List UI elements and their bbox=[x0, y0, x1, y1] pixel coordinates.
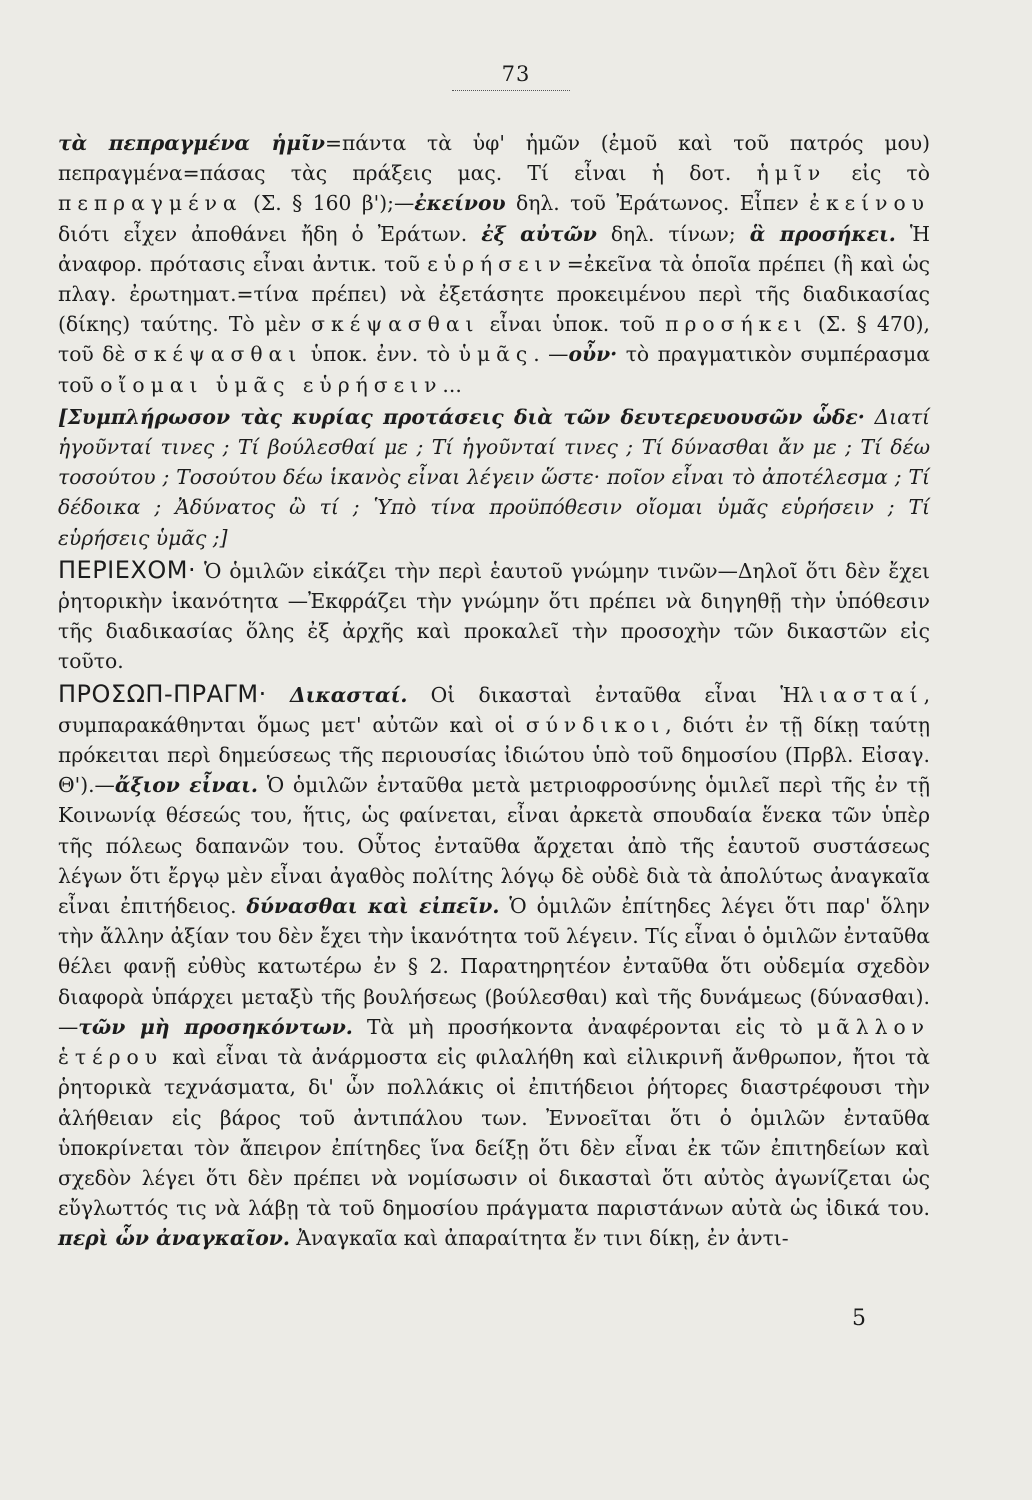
lemma-phrase: ἃ προσήκει. bbox=[749, 221, 896, 246]
text-run: Οἱ δικασταὶ ἐνταῦθα εἶναι Ἡ bbox=[407, 682, 801, 707]
text-run bbox=[267, 683, 290, 707]
text-run: , διότι ἐν τῇ δίκῃ ταύτῃ πρόκειται περὶ δημεύσεως τῆς περιουσίας ἰδιώτου ὑπὸ τοῦ δημοσίου (Πρβλ. Εἰσαγ. Θ').— bbox=[58, 712, 930, 798]
text-run: Ἡ ἀναφορ. πρότασις εἶναι ἀντικ. τοῦ bbox=[58, 221, 930, 276]
printer-signature-mark: 5 bbox=[852, 1306, 866, 1331]
text-run: Ὁ ὁμιλῶν εἰκάζει τὴν περὶ ἑαυτοῦ γνώμην τινῶν—Δηλοῖ ὅτι δὲν ἔχει ῥητορικὴν ἱκανότητα —Ἐκφράζει τὴν γνώμην ὅτι πρέπει νὰ διηγηθῇ τὴν ὑπόθεσιν τῆς διαδικασίας ὅλης ἐξ ἀρχῆς καὶ προκαλεῖ τὴν προσοχὴν τῶν δικαστῶν εἰς τοῦτο. bbox=[58, 558, 930, 674]
lemma-phrase: [Συμπλήρωσον τὰς κυρίας προτάσεις διὰ τῶν δευτερευουσῶν ὧδε· bbox=[58, 404, 865, 429]
spaced-emphasis: μᾶλλον ἑτέρου bbox=[58, 1014, 930, 1070]
lemma-phrase: Δικασταί. bbox=[290, 682, 408, 707]
text-run: (Σ. § 470), τοῦ δὲ bbox=[58, 312, 930, 367]
lemma-phrase: περὶ ὧν ἀναγκαῖον. bbox=[58, 1226, 290, 1251]
section-heading: ΠΡΟΣΩΠ-ΠΡΑΓΜ· bbox=[58, 679, 267, 708]
spaced-emphasis: προσήκει bbox=[665, 312, 808, 337]
text-run: ὑποκ. ἐνν. τὸ bbox=[302, 342, 459, 367]
text-run: . — bbox=[533, 342, 569, 367]
text-run: δηλ. τοῦ Ἐράτωνος. Εἶπεν bbox=[505, 191, 810, 216]
spaced-emphasis: σκέψασθαι bbox=[133, 342, 303, 367]
text-run: καὶ εἶναι τὰ ἀνάρμοστα εἰς φιλαλήθη καὶ εἰλικρινῆ ἄνθρωπον, ἤτοι τὰ ῥητορικὰ τεχνάσματα, δι' ὧν πολλάκις οἱ ἐπιτήδειοι ῥήτορες διαστρέφουσι τὴν ἀλήθειαν εἰς βάρος τοῦ ἀντιπάλου των. Ἐννοεῖται ὅτι ὁ ὁμιλῶν ἐνταῦθα ὑποκρίνεται τὸν ἄπειρον ἐπίτηδες ἵνα δείξῃ ὅτι δὲν εἶναι ἐκ τῶν ἐπιτηδείων καὶ σχεδὸν λέγει ὅτι δὲν πρέπει νὰ νομίσωσιν οἱ δικασταὶ ὅτι αὐτὸς ἀγωνίζεται ὡς εὔγλωττός τις νὰ λάβῃ τὰ τοῦ δημοσίου πράγματα παριστάνων αὐτὰ ὡς ἰδικά του. bbox=[58, 1045, 930, 1221]
text-run: Ὁ ὁμιλῶν ἐνταῦθα μετὰ μετριοφροσύνης ὁμιλεῖ περὶ τῆς ἐν τῇ Κοινωνίᾳ θέσεώς του, ἥτις, ὡς φαίνεται, εἶναι ἀρκετὰ σπουδαία ἕνεκα τῶν ὑπὲρ τῆς πόλεως δαπανῶν του. Οὗτος ἐνταῦθα ἄρχεται ἀπὸ τῆς ἑαυτοῦ συστάσεως λέγων ὅτι ἔργῳ μὲν εἶναι ἀγαθὸς πολίτης λόγῳ δὲ οὐδὲ διὰ τὰ ἀπολύτως ἀναγκαῖα εἶναι ἐπιτήδειος. bbox=[58, 773, 931, 919]
lemma-phrase: ἐκείνου bbox=[414, 191, 506, 216]
commentary-body bbox=[58, 128, 930, 1254]
text-run: , συμπαρακάθηνται ὅμως μετ' αὐτῶν καὶ οἱ bbox=[58, 682, 931, 737]
header-divider bbox=[452, 90, 570, 91]
paragraph bbox=[58, 679, 930, 1254]
page-number: 73 bbox=[501, 62, 531, 86]
text-run: ... bbox=[442, 372, 462, 397]
text-run: δηλ. τίνων; bbox=[596, 221, 750, 246]
spaced-emphasis: πεπραγμένα bbox=[58, 191, 243, 216]
spaced-emphasis: ὑμᾶς bbox=[458, 342, 534, 367]
lemma-phrase: ἐξ αὐτῶν bbox=[481, 221, 597, 246]
text-run: εἶναι ὑποκ. τοῦ bbox=[479, 312, 666, 337]
spaced-emphasis: σύνδικοι bbox=[525, 712, 666, 737]
lemma-phrase: ἄξιον εἶναι. bbox=[114, 773, 258, 798]
spaced-emphasis: οἴομαι ὑμᾶς εὑρήσειν bbox=[100, 372, 443, 397]
spaced-emphasis: εὑρήσειν bbox=[427, 251, 567, 276]
section-heading: ΠΕΡΙΕΧΟΜ· bbox=[58, 555, 197, 584]
text-run: Ὁ ὁμιλῶν ἐπίτηδες λέγει ὅτι παρ' ὅλην τὴν ἄλλην ἀξίαν του δὲν ἔχει τὴν ἱκανότητα τοῦ λέγειν. Τίς εἶναι ὁ ὁμιλῶν ἐνταῦθα θέλει φανῇ εὐθὺς κατωτέρω ἐν § 2. Παρατηρητέον ἐνταῦθα ὅτι οὐδεμία σχεδὸν διαφορὰ ὑπάρχει μεταξὺ τῆς βουλήσεως (βούλεσθαι) καὶ τῆς δυνάμεως (δύνασθαι).— bbox=[58, 894, 930, 1039]
text-run: =ἐκεῖνα τὰ ὁποῖα πρέπει (ἢ καὶ ὡς πλαγ. ἐρωτηματ.=τίνα πρέπει) νὰ ἐξετάσητε προκειμένου περὶ τῆς διαδικασίας (δίκης) ταύτης. Τὸ μὲν bbox=[58, 251, 930, 337]
text-run: Ἀναγκαῖα καὶ ἀπαραίτητα ἔν τινι δίκῃ, ἐν ἀντι- bbox=[289, 1226, 789, 1251]
text-run: Τὰ μὴ προσήκοντα ἀναφέρονται εἰς τὸ bbox=[352, 1014, 817, 1039]
lemma-phrase: τῶν μὴ προσηκόντων. bbox=[78, 1014, 353, 1039]
text-run: τὸ πραγματικὸν συμπέρασμα τοῦ bbox=[58, 342, 931, 397]
text-run: (Σ. § 160 β');— bbox=[242, 191, 415, 216]
spaced-emphasis: ἐκείνου bbox=[809, 191, 930, 216]
italic-text: Διατί ἡγοῦνταί τινες ; Τί βούλεσθαί με ; Τί ἡγοῦνταί τινες ; Τί δύνασθαι ἄν με ; Τί δέω τοσούτου ; Τοσούτου δέω ἱκανὸς εἶναι λέγειν ὥστε· ποῖον εἶναι τὸ ἀποτέλεσμα ; Τί δέδοικα ; Ἀδύνατος ὢ τί ; Ὑπὸ τίνα προϋπόθεσιν οἴομαι ὑμᾶς εὑρήσειν ; Τί εὑρήσεις ὑμᾶς ;] bbox=[58, 404, 930, 550]
text-run: =πάντα τὰ ὑφ' ἡμῶν (ἐμοῦ καὶ τοῦ πατρός μου) πεπραγμένα=πάσας τὰς πράξεις μας. Τί εἶναι ἡ δοτ. bbox=[58, 131, 930, 186]
lemma-phrase: δύνασθαι καὶ εἰπεῖν. bbox=[246, 894, 500, 919]
paragraph bbox=[58, 555, 930, 677]
spaced-emphasis: λιασταί bbox=[800, 682, 924, 707]
spaced-emphasis: ἡμῖν bbox=[756, 161, 827, 186]
lemma-phrase: τὰ πεπραγμένα ἡμῖν bbox=[58, 131, 325, 155]
spaced-emphasis: σκέψασθαι bbox=[311, 312, 480, 337]
paragraph bbox=[58, 128, 930, 400]
lemma-phrase: οὖν· bbox=[568, 342, 618, 367]
text-run: διότι εἶχεν ἀποθάνει ἤδη ὁ Ἐράτων. bbox=[58, 221, 482, 246]
text-run: εἰς τὸ bbox=[826, 161, 930, 186]
paragraph bbox=[58, 402, 930, 553]
